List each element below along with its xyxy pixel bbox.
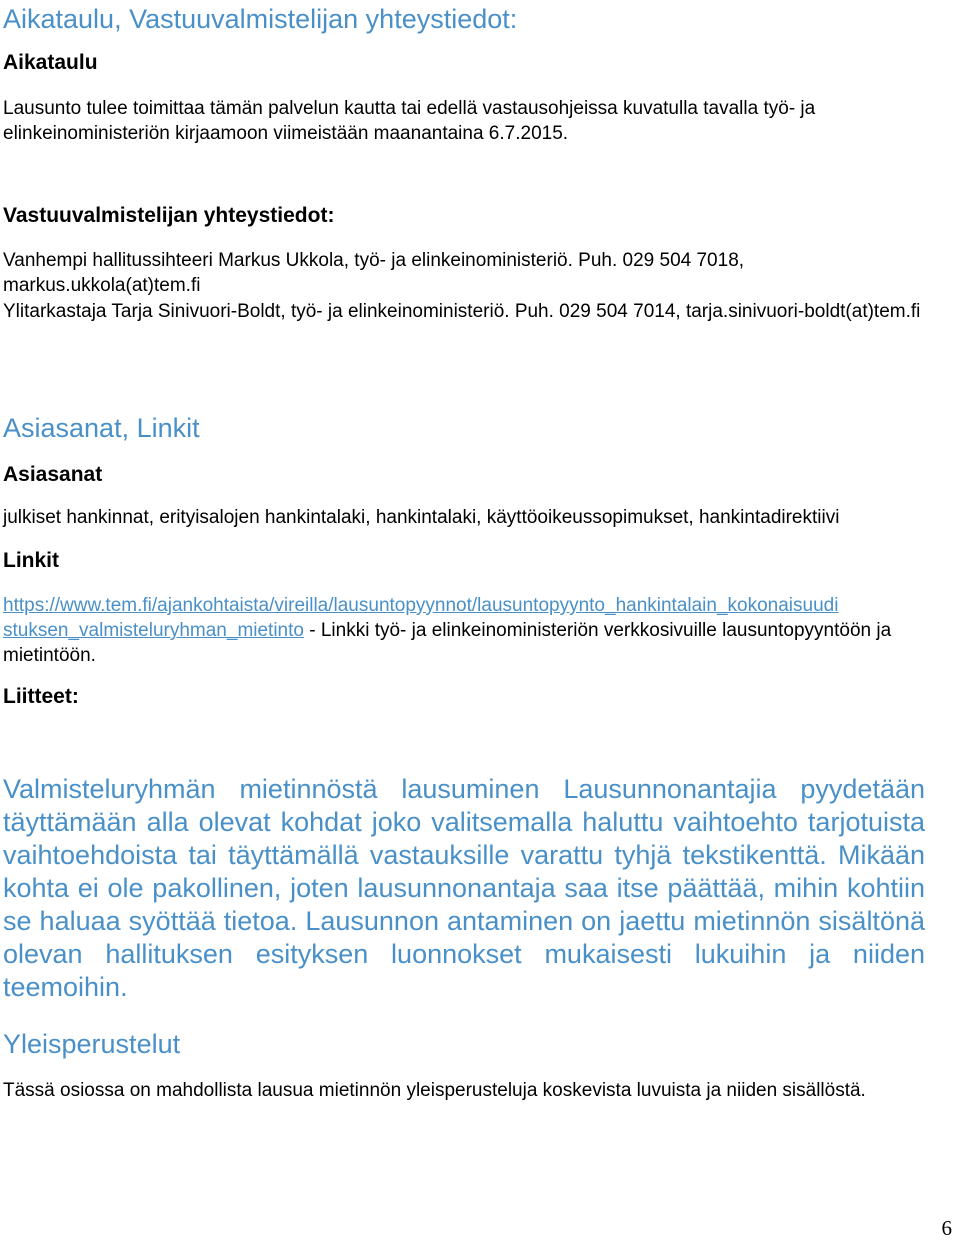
- section-title-keywords-links: Asiasanat, Linkit: [3, 413, 200, 443]
- page-number: 6: [941, 1216, 952, 1240]
- contact-2: Ylitarkastaja Tarja Sinivuori-Boldt, työ- ja elinkeinoministeriö. Puh. 029 504 7014, tarja.sinivuori-boldt(at)tem.fi: [3, 301, 921, 322]
- heading-schedule: Aikataulu: [3, 51, 98, 74]
- heading-keywords: Asiasanat: [3, 463, 103, 486]
- keywords-text: julkiset hankinnat, erityisalojen hankintalaki, hankintalaki, käyttöoikeussopimukset, hankintadirektiivi: [3, 507, 840, 528]
- link-paragraph: [3, 593, 958, 668]
- heading-attachments: Liitteet:: [3, 685, 79, 708]
- heading-links: Linkit: [3, 549, 59, 572]
- intro-paragraph: Valmisteluryhmän mietinnöstä lausuminen Lausunnonantajia pyydetään täyttämään alla olevat kohdat joko valitsemalla haluttu vaihtoehto tarjotuista vaihtoehdoista tai täyttämällä vastauksille varattu tyhjä tekstikenttä. Mikään kohta ei ole pakollinen, joten lausunnonantaja saa itse päättää, mihin kohtiin se haluaa syöttää tietoa. Lausunnon antaminen on jaettu mietinnön sisältönä olevan hallituksen esityksen luonnokset mukaisesti lukuihin ja niiden teemoihin.: [3, 774, 925, 1002]
- schedule-text: Lausunto tulee toimittaa tämän palvelun kautta tai edellä vastausohjeissa kuvatulla tavalla työ- ja elinkeinoministeriön kirjaamoon viimeistään maanantaina 6.7.2015.: [3, 98, 816, 144]
- section-title-schedule-contacts: Aikataulu, Vastuuvalmistelijan yhteystiedot:: [3, 4, 518, 34]
- tem-link-line2: stuksen_valmisteluryhman_mietinto: [3, 620, 304, 641]
- section-title-general: Yleisperustelut: [3, 1029, 181, 1059]
- heading-contacts: Vastuuvalmistelijan yhteystiedot:: [3, 204, 335, 227]
- link-description: - Linkki työ- ja elinkeinoministeriön verkkosivuille lausuntopyyntöön ja mietintöön.: [3, 620, 892, 666]
- tem-link-line1: https://www.tem.fi/ajankohtaista/vireilla/lausuntopyynnot/lausuntopyynto_hankintalain_kokonaisuudi: [3, 595, 839, 616]
- contact-1: Vanhempi hallitussihteeri Markus Ukkola, työ- ja elinkeinoministeriö. Puh. 029 504 7018, markus.ukkola(at)tem.fi: [3, 250, 745, 296]
- general-text: Tässä osiossa on mahdollista lausua mietinnön yleisperusteluja koskevista luvuista ja niiden sisällöstä.: [3, 1080, 866, 1101]
